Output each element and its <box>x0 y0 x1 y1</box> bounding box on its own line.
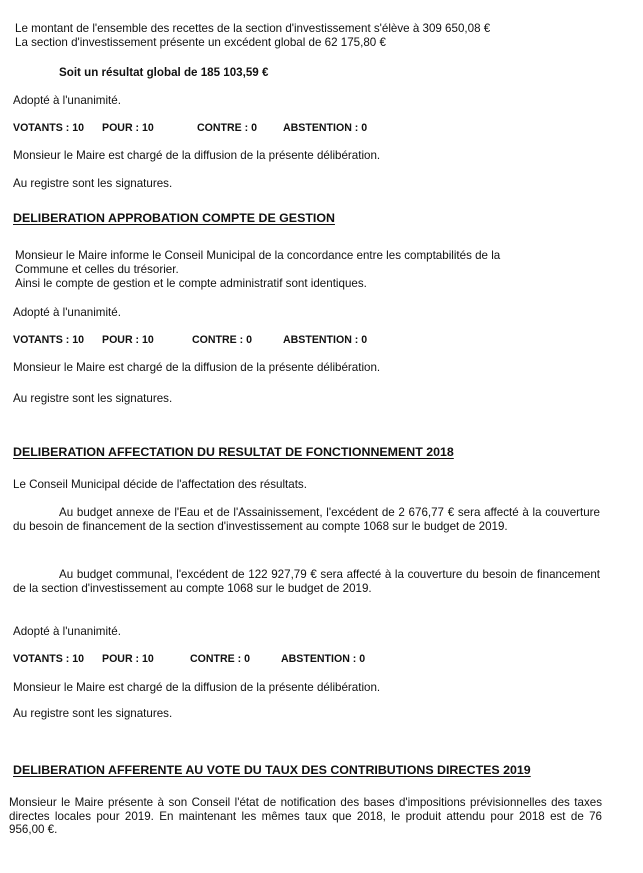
affectation-intro: Le Conseil Municipal décide de l'affectation des résultats. <box>13 478 307 491</box>
abstention: ABSTENTION : 0 <box>283 334 368 346</box>
gestion-line-3: Ainsi le compte de gestion et le compte administratif sont identiques. <box>15 277 367 290</box>
affectation-para-communal: Au budget communal, l'excédent de 122 927,79 € sera affecté à la couverture du besoin de financement de la section d'investissement au compte 1068 sur le budget de 2019. <box>13 568 600 595</box>
adopte-1: Adopté à l'unanimité. <box>13 94 121 107</box>
pour: POUR : 10 <box>102 653 154 665</box>
votants: VOTANTS : 10 <box>13 334 85 346</box>
contre: CONTRE : 0 <box>192 334 253 346</box>
resultat-global: Soit un résultat global de 185 103,59 € <box>59 66 269 79</box>
affectation-para-eau: Au budget annexe de l'Eau et de l'Assainissement, l'excédent de 2 676,77 € sera affecté à la couverture du besoin de financement de la section d'investissement au compte 1068 sur le budget de 2019. <box>13 506 600 533</box>
votants: VOTANTS : 10 <box>13 653 85 665</box>
diffusion-3: Monsieur le Maire est chargé de la diffusion de la présente délibération. <box>13 681 381 694</box>
gestion-line-1: Monsieur le Maire informe le Conseil Municipal de la concordance entre les comptabilités de la <box>15 249 501 262</box>
registre-2: Au registre sont les signatures. <box>13 392 173 405</box>
abstention: ABSTENTION : 0 <box>281 653 366 665</box>
excedent-line: La section d'investissement présente un excédent global de 62 175,80 € <box>15 36 386 49</box>
heading-affectation: DELIBERATION AFFECTATION DU RESULTAT DE FONCTIONNEMENT 2018 <box>13 445 454 459</box>
heading-taux-contributions: DELIBERATION AFFERENTE AU VOTE DU TAUX DES CONTRIBUTIONS DIRECTES 2019 <box>13 763 531 777</box>
diffusion-1: Monsieur le Maire est chargé de la diffusion de la présente délibération. <box>13 149 381 162</box>
contre: CONTRE : 0 <box>197 122 258 134</box>
taux-para: Monsieur le Maire présente à son Conseil l'état de notification des bases d'impositions prévisionnelles des taxes directes locales pour 2019. En maintenant les mêmes taux que 2018, le produit attendu pour 2018 est de 76 956,00 €. <box>9 796 602 837</box>
heading-compte-gestion: DELIBERATION APPROBATION COMPTE DE GESTION <box>13 211 335 225</box>
registre-1: Au registre sont les signatures. <box>13 177 173 190</box>
gestion-line-2: Commune et celles du trésorier. <box>15 263 179 276</box>
contre: CONTRE : 0 <box>190 653 251 665</box>
recettes-line: Le montant de l'ensemble des recettes de la section d'investissement s'élève à 309 650,08 € <box>15 22 491 35</box>
diffusion-2: Monsieur le Maire est chargé de la diffusion de la présente délibération. <box>13 361 381 374</box>
votants: VOTANTS : 10 <box>13 122 85 134</box>
abstention: ABSTENTION : 0 <box>283 122 368 134</box>
pour: POUR : 10 <box>102 122 154 134</box>
registre-3: Au registre sont les signatures. <box>13 707 173 720</box>
adopte-3: Adopté à l'unanimité. <box>13 625 121 638</box>
adopte-2: Adopté à l'unanimité. <box>13 306 121 319</box>
pour: POUR : 10 <box>102 334 154 346</box>
